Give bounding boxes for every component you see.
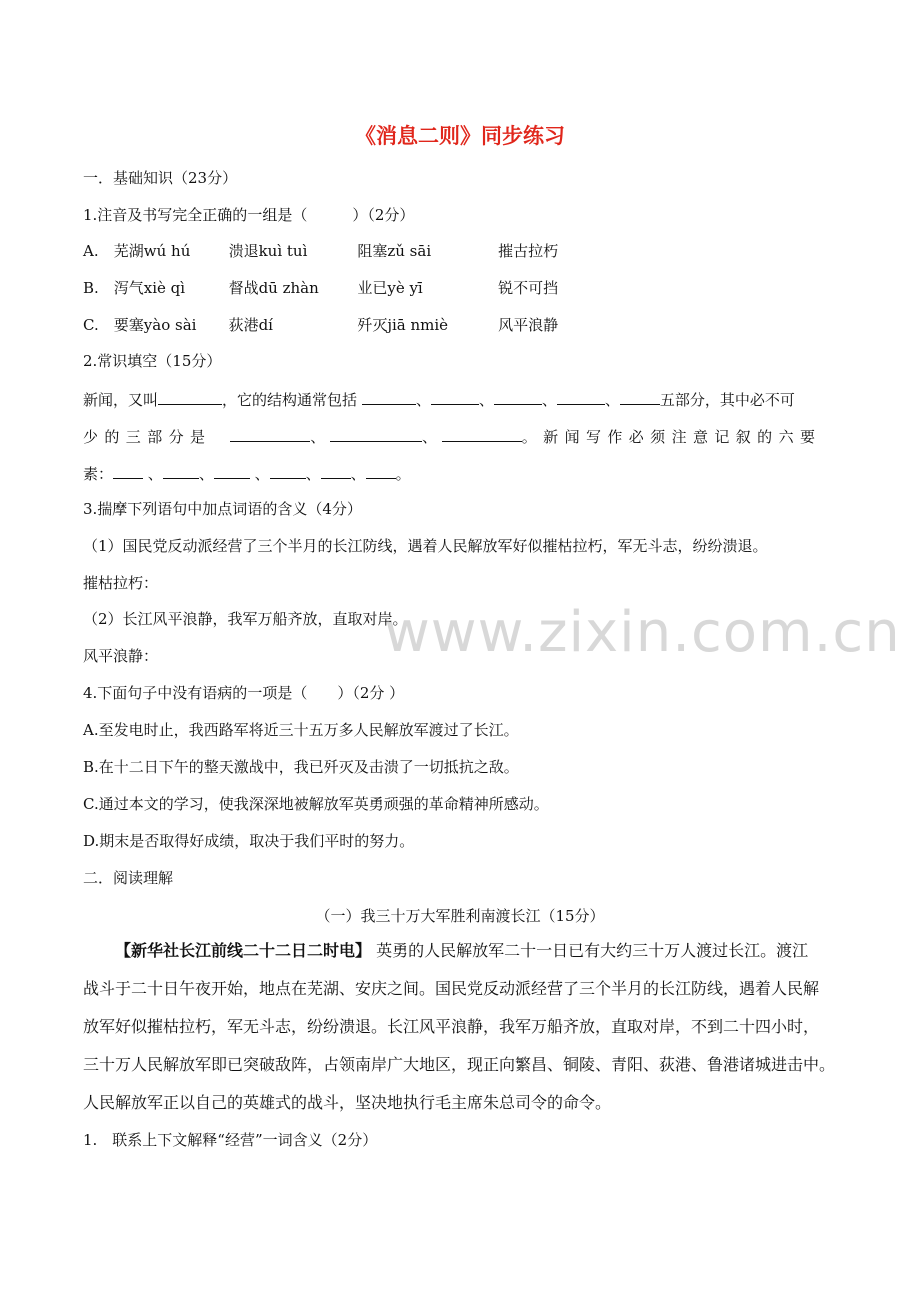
option-item: 锐不可挡	[498, 279, 559, 297]
reading-question-1: 1. 联系上下文解释“经营”一词含义（2分）	[83, 1131, 378, 1149]
text: 、	[254, 465, 270, 483]
option-item: 歼灭jiā nmiè	[357, 316, 449, 334]
answer-blank	[163, 464, 199, 479]
question-4-stem: 4.下面句子中没有语病的一项是（ ）（2分 ）	[83, 684, 405, 702]
answer-blank	[321, 464, 351, 479]
text: 新闻，又叫	[83, 391, 159, 409]
text: 素：	[83, 465, 114, 483]
option-label: B.	[83, 279, 99, 297]
answer-blank	[557, 390, 605, 405]
text: 。新闻写作必须注意记叙的六要	[521, 428, 822, 446]
question-1-option-a	[83, 241, 558, 261]
answer-blank	[230, 427, 310, 442]
text: 、	[310, 428, 326, 446]
passage-line-3: 放军好似摧枯拉朽，军无斗志，纷纷溃退。长江风平浪静，我军万船齐放，直取对岸，不到二十四小时，	[83, 1017, 820, 1036]
text: 、	[350, 465, 366, 483]
question-1-stem: 1.注音及书写完全正确的一组是（ ）（2分）	[83, 206, 415, 224]
question-2-line-2	[83, 427, 821, 447]
option-item: 风平浪静	[498, 316, 559, 334]
answer-blank	[214, 464, 250, 479]
option-item: 业已yè yī	[357, 279, 423, 297]
option-label: C.	[83, 316, 99, 334]
watermark: www.zixin.com.cn	[384, 600, 901, 665]
question-1-option-b	[83, 278, 558, 298]
question-4-option-c: C.通过本文的学习，使我深深地被解放军英勇顽强的革命精神所感动。	[83, 795, 549, 813]
passage-dateline: 【新华社长江前线二十二日二时电】	[115, 941, 372, 960]
option-item: 芜湖wú hú	[113, 242, 191, 260]
answer-blank	[442, 427, 522, 442]
answer-blank	[158, 390, 222, 405]
text: 、	[541, 391, 557, 409]
text: 、	[147, 465, 163, 483]
question-2-stem: 2.常识填空（15分）	[83, 352, 222, 370]
question-2-line-3	[83, 464, 411, 484]
option-item: 摧古拉朽	[498, 242, 559, 260]
section-heading-reading: 二．阅读理解	[83, 869, 174, 887]
text: 。	[395, 465, 411, 483]
question-1-option-c	[83, 315, 558, 335]
question-3-stem: 3.揣摩下列语句中加点词语的含义（4分）	[83, 500, 362, 518]
question-4-option-d: D.期末是否取得好成绩，取决于我们平时的努力。	[83, 832, 415, 850]
document-title: 《消息二则》同步练习	[355, 124, 565, 148]
passage-line-4: 三十万人民解放军即已突破敌阵，占领南岸广大地区，现正向繁昌、铜陵、青阳、荻港、鲁港诸城进击中。	[83, 1055, 836, 1074]
passage-line-1	[83, 941, 808, 961]
question-3-sentence-1: （1）国民党反动派经营了三个半月的长江防线，遇着人民解放军好似摧枯拉朽，军无斗志，纷纷溃退。	[83, 537, 768, 555]
option-item: 督战dū zhàn	[228, 279, 319, 297]
text: 、	[478, 391, 494, 409]
text: 、	[305, 465, 321, 483]
text: 、	[604, 391, 620, 409]
option-label: A.	[83, 242, 99, 260]
text: ，它的结构通常包括	[222, 391, 358, 409]
passage-line-2: 战斗于二十日午夜开始，地点在芜湖、安庆之间。国民党反动派经营了三个半月的长江防线，遇着人民解	[83, 979, 820, 998]
answer-blank	[494, 390, 542, 405]
question-3-answer-2: 风平浪静：	[83, 647, 159, 665]
answer-blank	[330, 427, 422, 442]
section-heading-basics: 一．基础知识（23分）	[83, 169, 238, 187]
option-item: 要塞yào sài	[113, 316, 197, 334]
answer-blank	[270, 464, 306, 479]
text: 、	[415, 391, 431, 409]
option-item: 泻气xiè qì	[113, 279, 186, 297]
question-3-sentence-2: （2）长江风平浪静，我军万船齐放，直取对岸。	[83, 610, 408, 628]
answer-blank	[362, 390, 416, 405]
answer-blank	[431, 390, 479, 405]
text: 五部分，其中必不可	[659, 391, 795, 409]
answer-blank	[620, 390, 660, 405]
text: 、	[421, 428, 437, 446]
question-2-line-1	[83, 390, 795, 410]
reading-title: （一）我三十万大军胜利南渡长江（15分）	[315, 907, 605, 925]
question-4-option-a: A.至发电时止，我西路军将近三十五万多人民解放军渡过了长江。	[83, 721, 519, 739]
answer-blank	[366, 464, 396, 479]
answer-blank	[113, 464, 143, 479]
question-4-option-b: B.在十二日下午的整天激战中，我已歼灭及击溃了一切抵抗之敌。	[83, 758, 519, 776]
passage-line-5: 人民解放军正以自己的英雄式的战斗，坚决地执行毛主席朱总司令的命令。	[83, 1093, 612, 1112]
text: 、	[198, 465, 214, 483]
question-3-answer-1: 摧枯拉朽：	[83, 574, 159, 592]
option-item: 荻港dí	[228, 316, 273, 334]
text: 少的三部分是	[83, 428, 212, 446]
option-item: 溃退kuì tuì	[228, 242, 308, 260]
option-item: 阻塞zǔ sāi	[357, 242, 432, 260]
passage-text: 英勇的人民解放军二十一日已有大约三十万人渡过长江。渡江	[376, 941, 809, 960]
